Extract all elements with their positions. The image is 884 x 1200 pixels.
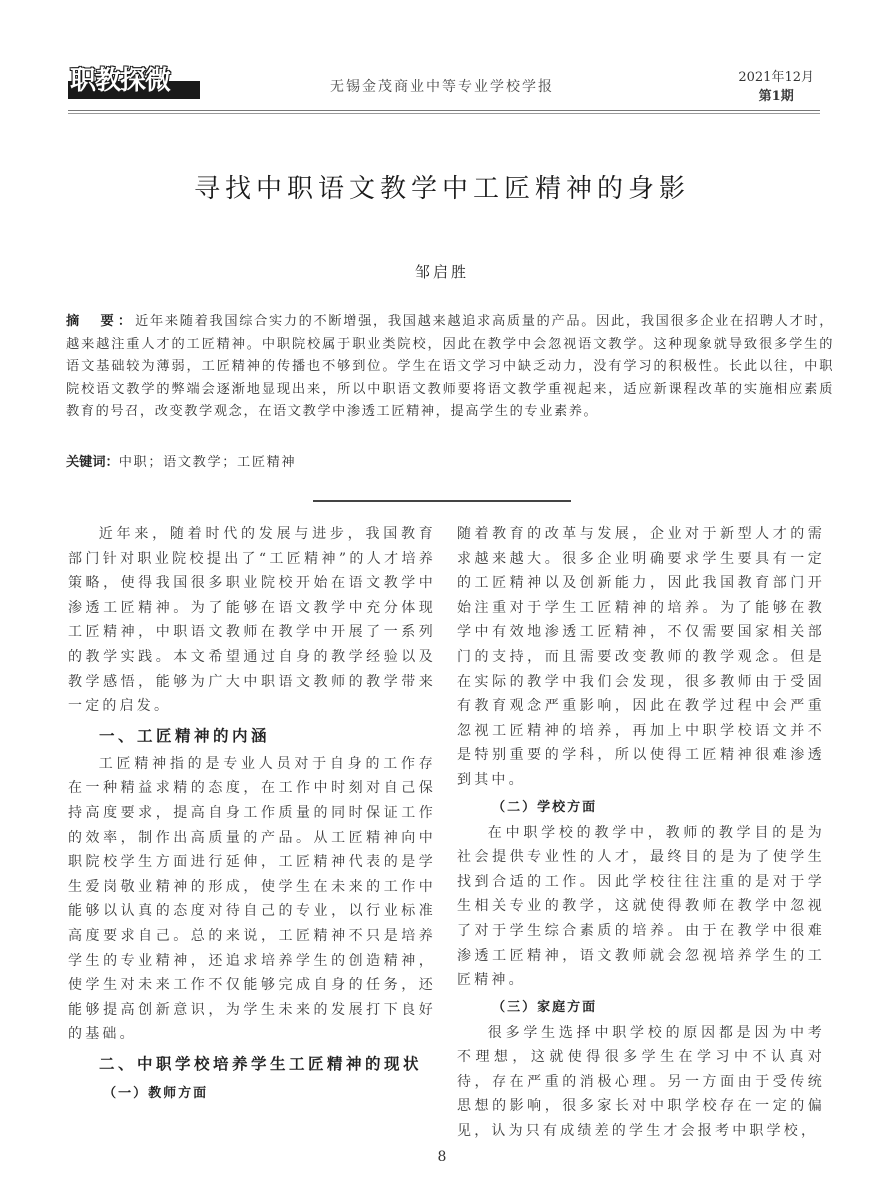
body-column-left [68, 522, 436, 1107]
abstract [66, 311, 834, 424]
abstract-label: 摘 要： [66, 314, 136, 329]
keywords-text: 中职；语文教学；工匠精神 [118, 455, 297, 470]
logo-text: 职教探微 [70, 66, 171, 96]
article-title: 寻找中职语文教学中工匠精神的身影 [193, 174, 690, 204]
subsection-3-heading: （三）家庭方面 [492, 999, 598, 1015]
subsection-2-paragraph: 在中职学校的教学中，教师的教学目的是为社会提供专业性的人才，最终目的是为了使学生找到合适的工作。因此学校往往注重的是对于学生相关专业的教学，这就使得教师在教学中忽视了对于学生综合素质的培养。由于在教学中很难渗透工匠精神，语文教师就会忽视培养学生的工匠精神。 [457, 824, 825, 989]
subsection-3-paragraph: 很多学生选择中职学校的原因都是因为中考不理想，这就使得很多学生在学习中不认真对待，存在严重的消极心理。另一方面由于受传统思想的影响，很多家长对中职学校存在一定的偏见，认为只有成绩差的学生才会报考中职学校， [457, 1024, 825, 1140]
section-1-paragraph: 工匠精神指的是专业人员对于自身的工作存在一种精益求精的态度，在工作中时刻对自己保持高度要求，提高自身工作质量的同时保证工作的效率，制作出高质量的产品。从工匠精神向中职院校学生方面进行延伸，工匠精神代表的是学生爱岗敬业精神的形成，使学生在未来的工作中能够以认真的态度对待自己的专业，以行业标准高度要求自己。总的来说，工匠精神不只是培养学生的专业精神，还追求培养学生的创造精神，使学生对未来工作不仅能够完成自身的任务，还能够提高创新意识，为学生未来的发展打下良好的基础。 [68, 755, 436, 1043]
section-2-heading: 二、中职学校培养学生工匠精神的现状 [99, 1054, 423, 1073]
issue-date: 2021年12月 [738, 70, 814, 85]
header-rule-bottom [68, 113, 820, 114]
intro-paragraph: 近年来，随着时代的发展与进步，我国教育部门针对职业院校提出了“工匠精神”的人才培养策略，使得我国很多职业院校开始在语文教学中渗透工匠精神。为了能够在语文教学中充分体现工匠精神，中职语文教师在教学中开展了一系列的教学实践。本文希望通过自身的教学经验以及教学感悟，能够为广大中职语文教师的教学带来一定的启发。 [68, 526, 436, 715]
issue-info [738, 68, 814, 106]
article-author: 邹启胜 [414, 263, 469, 281]
keywords [66, 451, 296, 470]
body-column-right [457, 522, 825, 1144]
subsection-1-paragraph: 随着教育的改革与发展，企业对于新型人才的需求越来越大。很多企业明确要求学生要具有一定的工匠精神以及创新能力，因此我国教育部门开始注重对于学生工匠精神的培养。为了能够在教学中有效地渗透工匠精神，不仅需要国家相关部门的支持，而且需要改变教师的教学观念。但是在实际的教学中我们会发现，很多教师由于受固有教育观念严重影响，因此在教学过程中会严重忽视工匠精神的培养，再加上中职学校语文并不是特别重要的学科，所以使得工匠精神很难渗透到其中。 [457, 526, 825, 788]
subsection-2-heading: （二）学校方面 [492, 799, 598, 815]
page-header [0, 0, 884, 115]
subsection-1-heading: （一）教师方面 [103, 1085, 209, 1101]
keywords-label: 关键词： [66, 455, 119, 470]
abstract-text: 近年来随着我国综合实力的不断增强，我国越来越追求高质量的产品。因此，我国很多企业在招聘人才时，越来越注重人才的工匠精神。中职院校属于职业类院校，因此在教学中会忽视语文教学。这种现象就导致很多学生的语文基础较为薄弱，工匠精神的传播也不够到位。学生在语文学习中缺乏动力，没有学习的积极性。长此以往，中职院校语文教学的弊端会逐渐地显现出来，所以中职语文教师要将语文教学重视起来，适应新课程改革的实施相应素质教育的号召，改变教学观念，在语文教学中渗透工匠精神，提高学生的专业素养。 [66, 314, 834, 420]
section-1-heading: 一、工匠精神的内涵 [99, 726, 271, 745]
issue-number: 第1期 [758, 89, 794, 104]
abstract-divider [313, 500, 571, 502]
header-rule-top [68, 110, 820, 111]
page-number: 8 [437, 1149, 447, 1165]
journal-name: 无锡金茂商业中等专业学校学报 [330, 79, 554, 95]
